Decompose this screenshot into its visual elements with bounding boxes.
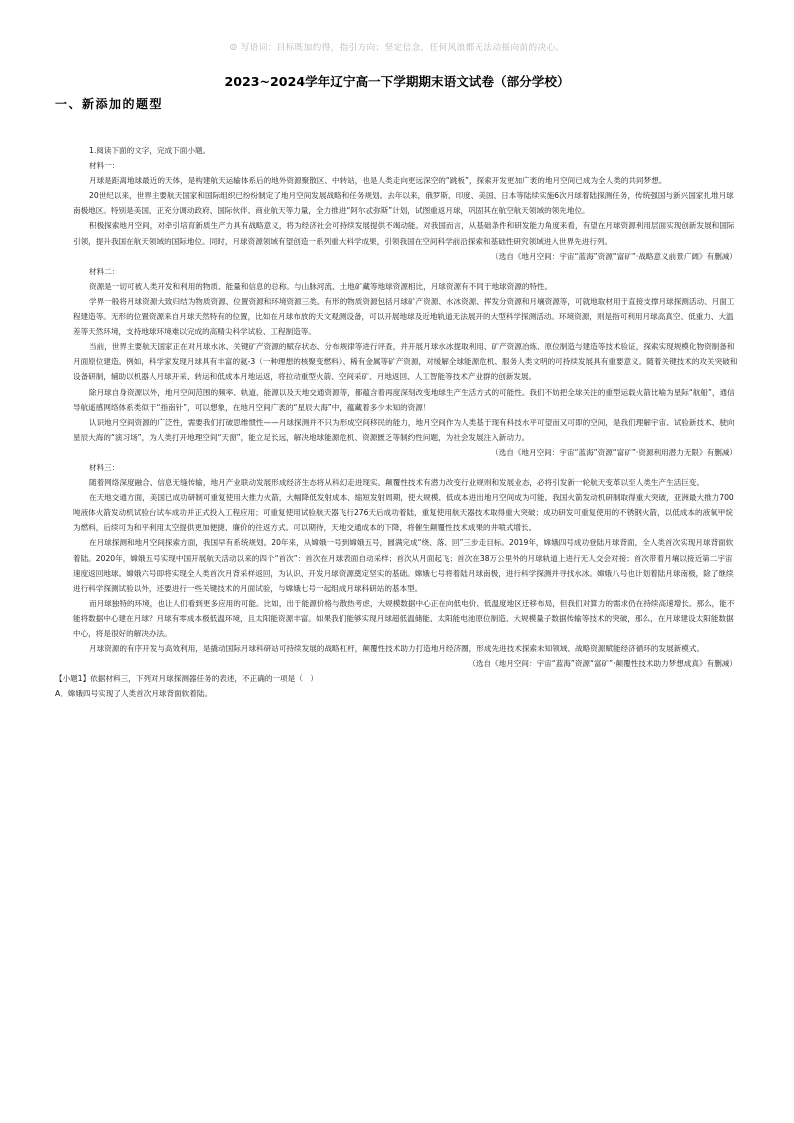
source-citation: （选自《地月空间：宇宙“蓝海”资源“富矿”·战略意义前景广阔》有删减） [491,251,737,261]
paragraph: 资源是一切可被人类开发和利用的物质、能量和信息的总称。与山脉河流、土地矿藏等地球资源相比，月球资源有不同于地球资源的特性。 [89,281,553,291]
paragraph: 认识地月空间资源的广泛性，需要我们打破思维惯性——月球探测并不只为形成空间移民的能力，地月空间作为人类基于现有科技水平可望而又可即的空间，是我们理解宇宙、试验新技术、驶向星辰大海的“演习场”，为人类打开地理空间“天窗”，能立足长远，解决地球能源危机、资源匮乏等制约性问题，为社会发展注入新动力。 [73,417,735,442]
material-label: 材料一： [89,161,120,171]
paragraph: 在天地交通方面，美国已成功研制可重复使用大推力火箭，大幅降低发射成本、缩短发射周期，使大规模、低成本进出地月空间成为可能。我国火箭发动机研制取得重大突破，亚洲最大推力700吨液体火箭发动机试验台试车成功并正式投入工程应用；可重复使用试验航天器飞行276天后成功着陆，重复使用航天器技术取得重大突破；成功研发可重复使用的不锈钢火箭，以低成本的液氧甲烷为燃料，后续可为和平利用太空提供更加便捷、廉价的往返方式。可以期待，天地交通成本的下降，将催生颠覆性技术成果的井喷式增长。 [73,493,734,533]
material-label: 材料三： [89,462,120,472]
material-label: 材料二： [89,266,120,276]
paragraph: 而月球独特的环境，也让人们看到更多应用的可能。比如，出于能源价格与散热考虑，大规模数据中心正在向低电价、低温度地区迁移布局，但我们对算力的需求仍在持续高速增长。那么，能不能将数据中心建在月球？月球有零成本极低温环境，且太阳能资源丰富。如果我们能够实现月球超低温储能、太阳能电池原位制造、大规模量子数据传输等技术的突破，那么，在月球建设太阳能数据中心，将是很好的解决办法。 [73,598,735,638]
watermark-slogan: ☺ 写语词：目标既加约得，指引方向；坚定信念，任何风浪都无法动摇向前的决心。 [229,43,565,53]
paragraph: 随着网络深度融合、信息无缝传输，地月产业联动发展形成经济生态将从科幻走进现实。颠覆性技术有潜力改变行业规则和发展业态，必将引发新一轮航天变革以至人类生产生活巨变。 [89,478,705,488]
source-citation: （选自《地月空间：宇宙“蓝海”资源“富矿”·颠覆性技术助力梦想成真》有删减） [468,659,737,669]
paragraph: 20世纪以来，世界主要航天国家和国际组织已纷纷制定了地月空间发展战略和任务规划。去年以来，俄罗斯、印度、美国、日本等陆续实施6次月球着陆探测任务，传统强国与新兴国家扎堆月球南极地区。特别是美国，正充分调动政府、国际伙伴、商业航天等力量，全力推进“阿尔忒弥斯”计划，试图重返月球，巩固其在航空航天领域的领先地位。 [73,191,734,216]
paragraph: 月球是距离地球最近的天体，是构建航天运输体系后的地外资源聚散区、中转站，也是人类走向更远深空的“跳板”，探索开发更加广袤的地月空间已成为全人类的共同梦想。 [89,176,667,186]
section-heading: 一、新添加的题型 [55,97,164,111]
paragraph: 积极探索地月空间，对牵引培育新质生产力具有战略意义，将为经济社会可持续发展提供不竭动能。对我国而言，从基础条件和研发能力角度来看，有望在月球资源利用层面实现创新发展和国际引领，提升我国在航天领域的国际地位。同时，月球资源领域有望创造一系列重大科学成果，引领我国在空间科学前沿探索和基础性研究领域进入世界先进行列。 [73,221,735,246]
paragraph: 月球资源的有序开发与高效利用，是撬动国际月球科研站可持续发展的战略杠杆，颠覆性技术助力打造地月经济圈，形成先进技术探索未知领域、战略资源赋能经济循环的发展新模式。 [89,644,705,654]
paragraph: 当前，世界主要航天国家正在对月球水冰、关键矿产资源的赋存状态、分布规律等进行评查，并开展月球水冰提取利用、矿产资源冶炼、原位制造与建造等技术验证，探索实现规模化物资制备和月面原位建造。例如，科学家发现月球具有丰富的氦-3（一种理想的核聚变燃料）、稀有金属等矿产资源，对缓解全球能源危机、服务人类文明的可持续发展具有重要意义。随着关键技术的攻关突破和设备研制，辅助以机器人月球开采、转运和低成本月地运返，将拉动重型火箭、空间采矿、月地返回、人工智能等技术产业群的创新发展。 [73,342,738,382]
passage-body [55,143,739,701]
sub-question: 【小题1】依据材料三，下列对月球探测器任务的表述，不正确的一项是（ ） [55,674,319,684]
question-instruction: 1.阅读下面的文字，完成下面小题。 [89,146,211,155]
paragraph: 学界一般将月球资源大致归结为物质资源、位置资源和环境资源三类。有形的物质资源包括月球矿产资源、水冰资源、挥发分资源和月壤资源等，可就地取材用于直接支撑月球探测活动、月面工程建造等。无形的位置资源来自月球天然特有的位置，比如在月球布放的天文观测设备，可以开展地球及近地轨道无法展开的大型科学探测活动。环境资源，则是指可利用月球高真空、低重力、大温差等天然环境，支持地球环境难以完成的高精尖科学试验、工程制造等。 [73,296,735,337]
answer-option-a[interactable]: A．嫦娥四号实现了人类首次月球背面软着陆。 [55,689,213,699]
paragraph: 在月球探测和地月空间探索方面，我国早有系统规划。20年来，从嫦娥一号到嫦娥五号，圆满完成“绕、落、回”三步走目标。2019年，嫦娥四号成功登陆月球背面，全人类首次实现月球背面软着陆。2020年，嫦娥五号实现中国开展航天活动以来的四个“首次”：首次在月球表面自动采样；首次从月面起飞；首次在38万公里外的月球轨道上进行无人交会对接；首次带着月壤以接近第二宇宙速度返回地球。嫦娥六号即将实现全人类首次月背采样返回，为认识、开发月球资源奠定坚实的基础。嫦娥七号将着陆月球南极，进行科学探测并寻找水冰。嫦娥八号也计划着陆月球南极，除了继续进行科学探测试验以外，还要进行一些关键技术的月面试验，与嫦娥七号一起组成月球科研站的基本型。 [73,538,734,593]
document-title: 2023~2024学年辽宁高一下学期期末语文试卷（部分学校） [224,74,570,89]
source-citation: （选自《地月空间：宇宙“蓝海”资源“富矿”·资源利用潜力无限》有删减） [491,447,737,457]
paragraph: 除月球自身资源以外，地月空间范围的频率、轨道、能源以及天地交通资源等，都蕴含着再度深刻改变地球生产生活方式的可能性。我们不妨把全球关注的重型运载火箭比喻为星际“航船”，通信导航遥感网络体系类似于“指南针”，可以想象，在地月空间广袤的“星辰大海”中，蕴藏着多少未知的资源！ [73,387,735,412]
